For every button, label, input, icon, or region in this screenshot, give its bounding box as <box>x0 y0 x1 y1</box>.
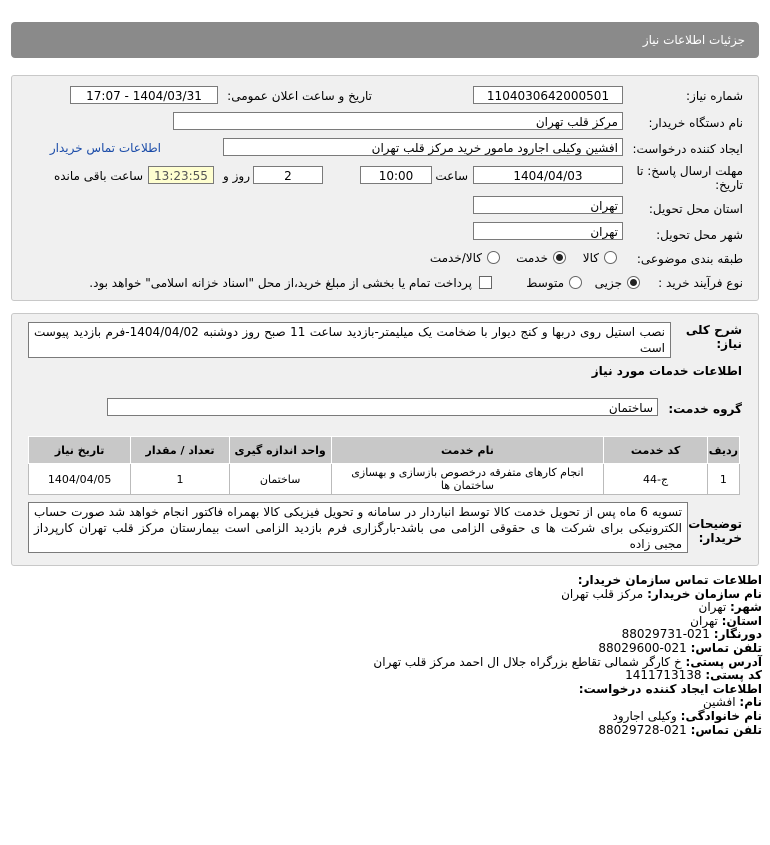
category-radio-goods[interactable] <box>604 251 617 264</box>
days-label: روز و <box>223 169 250 183</box>
postal-code-label: کد پستی: <box>705 668 762 683</box>
announce-date-label: تاریخ و ساعت اعلان عمومی: <box>227 89 372 103</box>
col-qty: تعداد / مقدار <box>131 437 230 464</box>
city-label: شهر محل تحویل: <box>656 228 743 242</box>
service-group-label: گروه خدمت: <box>668 402 742 416</box>
description-label-2: نیاز: <box>716 337 742 351</box>
contact-title: اطلاعات تماس سازمان خریدار: <box>577 573 762 587</box>
phone-label: تلفن تماس: <box>690 640 762 655</box>
address-label: آدرس پستی: <box>685 654 762 669</box>
first-name-value: افشین <box>703 695 736 710</box>
col-code: کد خدمت <box>604 437 707 464</box>
services-table-header <box>29 437 740 464</box>
category-option-goods: کالا <box>582 251 599 265</box>
buyer-notes-text: تسویه 6 ماه پس از تحویل خدمت کالا توسط انباردار در سامانه و تحویل فیزیکی کالا بهمراه فاکتور انجام خواهد شد صورت حساب الکترونیکی برای شرکت ها ی حقوقی الزامی می باشد-بارگزاری فرم بازدید الزامی است بیمارستان مرکز قلب تهران کارپرداز مجبی زاده <box>28 502 688 553</box>
category-radio-goods-service[interactable] <box>487 251 500 264</box>
deadline-label: مهلت ارسال پاسخ: تا <box>636 164 743 178</box>
need-number-label: شماره نیاز: <box>686 89 743 103</box>
last-name-label: نام خانوادگی: <box>680 708 762 723</box>
row-qty: 1 <box>131 464 230 495</box>
contact-city-label: شهر: <box>730 600 762 615</box>
creator-phone-label: تلفن تماس: <box>690 722 762 737</box>
row-code: ج-44 <box>604 464 707 495</box>
buyer-notes-label: توضیحات <box>688 517 742 531</box>
creator-label: ایجاد کننده درخواست: <box>632 142 743 156</box>
org-name-value: مرکز قلب تهران <box>561 586 644 601</box>
buyer-notes-label-2: خریدار: <box>698 531 742 545</box>
province-label: استان محل تحویل: <box>648 202 743 216</box>
process-radio-minor[interactable] <box>627 276 640 289</box>
page-header <box>11 22 759 58</box>
province-field[interactable]: تهران <box>473 196 623 214</box>
phone-value: 021-88029600 <box>598 640 687 655</box>
buyer-org-field[interactable]: مرکز قلب تهران <box>173 112 623 130</box>
contact-city-value: تهران <box>698 600 727 615</box>
category-label: طبقه بندی موضوعی: <box>636 252 743 266</box>
buyer-contact-section <box>10 574 762 737</box>
col-unit: واحد اندازه گیری <box>229 437 331 464</box>
services-table <box>28 436 740 495</box>
category-option-goods-service: کالا/خدمت <box>429 251 482 265</box>
creator-info-title: اطلاعات ایجاد کننده درخواست: <box>578 681 762 696</box>
creator-field[interactable]: افشین وکیلی اجارود مامور خرید مرکز قلب تهران <box>223 138 623 156</box>
need-info-panel <box>11 75 759 301</box>
table-row[interactable] <box>29 464 740 495</box>
page-title: جزئیات اطلاعات نیاز <box>642 33 745 47</box>
need-number-field[interactable]: 1104030642000501 <box>473 86 623 104</box>
process-option-minor: جزیی <box>594 276 622 290</box>
category-option-service: خدمت <box>516 251 548 265</box>
days-field[interactable]: 2 <box>253 166 323 184</box>
remaining-time-label: ساعت باقی مانده <box>53 169 143 183</box>
deadline-date-label: تاریخ: <box>715 178 743 192</box>
services-title: اطلاعات خدمات مورد نیاز <box>591 364 742 378</box>
process-radio-medium[interactable] <box>569 276 582 289</box>
col-index: ردیف <box>707 437 739 464</box>
description-label: شرح کلی <box>685 323 742 337</box>
city-field[interactable]: تهران <box>473 222 623 240</box>
announce-date-field[interactable]: 1404/03/31 - 17:07 <box>70 86 218 104</box>
remaining-time-field: 13:23:55 <box>148 166 214 184</box>
org-name-label: نام سازمان خریدار: <box>647 586 762 601</box>
description-text: نصب استیل روی دربها و کنج دیوار با ضخامت یک میلیمتر-بازدید ساعت 11 صبح روز دوشنبه 1404/04/02-فرم بازدید پیوست است <box>28 322 671 358</box>
service-group-field[interactable]: ساختمان <box>107 398 658 416</box>
contact-province-value: تهران <box>690 613 718 628</box>
row-name: انجام کارهای متفرقه درخصوص بازسازی و بهسازی ساختمان ها <box>331 464 604 495</box>
row-date: 1404/04/05 <box>29 464 131 495</box>
buyer-org-label: نام دستگاه خریدار: <box>648 116 743 130</box>
process-option-medium: متوسط <box>526 276 564 290</box>
category-radio-service[interactable] <box>553 251 566 264</box>
payment-text: پرداخت تمام یا بخشی از مبلغ خرید،از محل "اسناد خزانه اسلامی" خواهد بود. <box>89 276 472 290</box>
deadline-date-field[interactable]: 1404/04/03 <box>473 166 623 184</box>
contact-province-label: استان: <box>721 613 762 628</box>
creator-phone-value: 021-88029728 <box>598 722 687 737</box>
last-name-value: وکیلی اجارود <box>612 708 677 723</box>
first-name-label: نام: <box>739 695 762 710</box>
payment-checkbox[interactable] <box>479 276 492 289</box>
row-unit: ساختمان <box>229 464 331 495</box>
buyer-contact-link[interactable]: اطلاعات تماس خریدار <box>49 141 161 155</box>
address-value: خ کارگر شمالی تقاطع بزرگراه جلال ال احمد مرکز قلب تهران <box>373 654 682 669</box>
fax-label: دورنگار: <box>713 627 762 642</box>
col-name: نام خدمت <box>331 437 604 464</box>
row-index: 1 <box>707 464 739 495</box>
postal-code-value: 1411713138 <box>625 668 702 683</box>
fax-value: 021-88029731 <box>621 627 710 642</box>
col-date: تاریخ نیاز <box>29 437 131 464</box>
deadline-time-label: ساعت <box>435 169 468 183</box>
deadline-time-field[interactable]: 10:00 <box>360 166 432 184</box>
process-label: نوع فرآیند خرید : <box>658 276 743 290</box>
